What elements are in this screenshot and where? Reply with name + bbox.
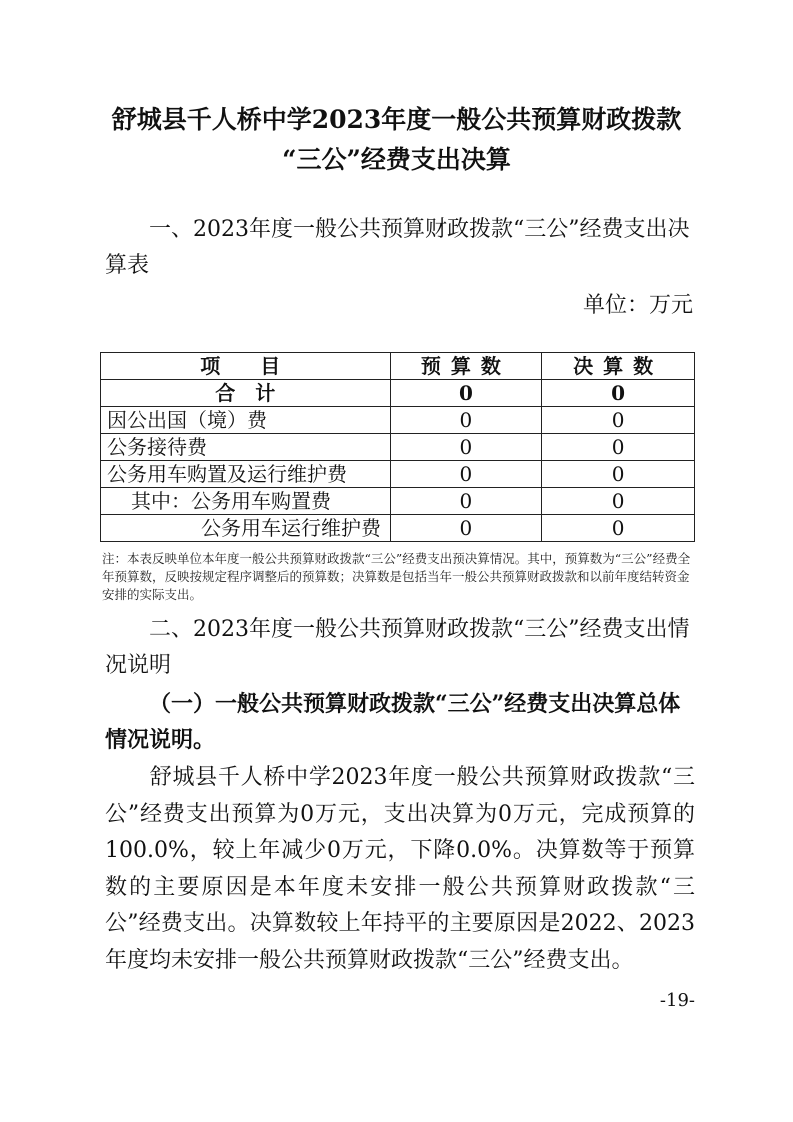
row-budget: 0	[390, 434, 542, 461]
row-budget: 0	[390, 407, 542, 434]
body-paragraph-text: 舒城县千人桥中学2023年度一般公共预算财政拨款“三公”经费支出预算为0万元，支出决算为0万元，完成预算的100.0%，较上年减少0万元，下降0.0%。决算数等于预算数的主要原因是本年度未安排一般公共预算财政拨款“三公”经费支出。决算数较上年持平的主要原因是2022、2023年度均未安排一般公共预算财政拨款“三公”经费支出。	[105, 765, 695, 973]
document-title-line1: 舒城县千人桥中学2023年度一般公共预算财政拨款	[111, 105, 682, 134]
section1-heading	[105, 212, 695, 284]
row-label: 合 计	[101, 380, 391, 407]
row-final: 0	[542, 407, 695, 434]
table-row	[101, 434, 695, 461]
row-final: 0	[542, 488, 695, 515]
table-row-total	[101, 380, 695, 407]
header-item: 项 目	[101, 353, 391, 380]
document-title-line2: “三公”经费支出决算	[282, 145, 511, 174]
unit-label: 单位：万元	[582, 293, 693, 318]
row-label: 公务用车购置及运行维护费	[101, 461, 391, 488]
row-label: 因公出国（境）费	[101, 407, 391, 434]
row-label: 公务用车运行维护费	[101, 515, 391, 542]
subsection1-heading-text: （一）一般公共预算财政拨款“三公”经费支出决算总体情况说明。	[105, 691, 681, 753]
row-budget: 0	[390, 461, 542, 488]
row-final: 0	[542, 515, 695, 542]
row-budget: 0	[390, 380, 542, 407]
page-number: -19-	[659, 990, 695, 1011]
header-final: 决算数	[542, 353, 695, 380]
header-budget: 预算数	[390, 353, 542, 380]
table-row	[101, 407, 695, 434]
table-row	[101, 461, 695, 488]
table-header-row	[101, 353, 695, 380]
section2-heading	[105, 612, 695, 684]
table-row	[101, 488, 695, 515]
row-budget: 0	[390, 488, 542, 515]
row-final: 0	[542, 461, 695, 488]
section1-heading-text: 一、2023年度一般公共预算财政拨款“三公”经费支出决算表	[105, 217, 690, 278]
section2-heading-text: 二、2023年度一般公共预算财政拨款“三公”经费支出情况说明	[105, 617, 690, 678]
subsection1-heading	[105, 686, 695, 758]
row-label: 其中：公务用车购置费	[101, 488, 391, 515]
table-note: 注：本表反映单位本年度一般公共预算财政拨款“三公”经费支出预决算情况。其中，预算数为“三公”经费全年预算数，反映按规定程序调整后的预算数；决算数是包括当年一般公共预算财政拨款和以前年度结转资金安排的实际支出。	[102, 551, 691, 602]
row-final: 0	[542, 434, 695, 461]
body-paragraph	[105, 760, 695, 979]
row-label: 公务接待费	[101, 434, 391, 461]
expense-table	[100, 352, 695, 542]
table-row	[101, 515, 695, 542]
row-final: 0	[542, 380, 695, 407]
row-budget: 0	[390, 515, 542, 542]
